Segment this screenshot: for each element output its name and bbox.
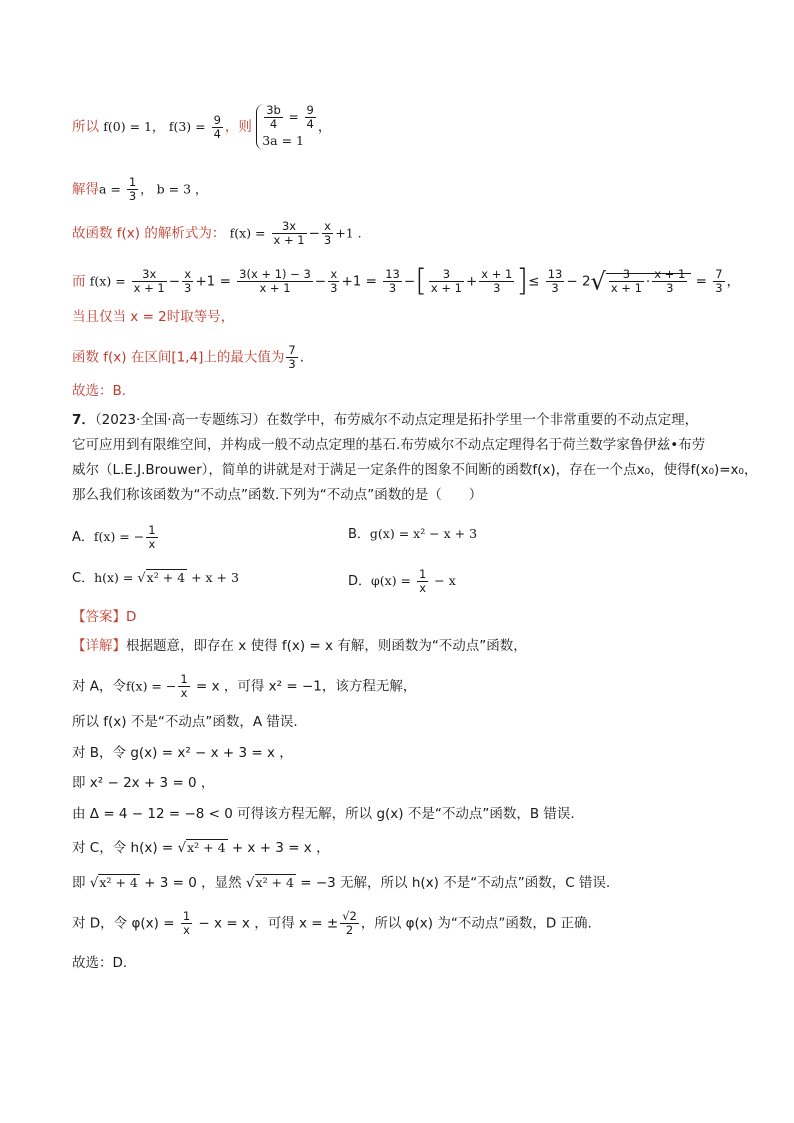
solution-line-2: 解得a = $\frac{1}{3}$ ， b = 3 ， (72, 175, 208, 203)
text: ，则 (224, 119, 252, 135)
equation: f(x) = (229, 225, 270, 241)
equation: f(0) = 1， (103, 119, 165, 134)
fraction: $\frac{9}{4}$ (213, 112, 221, 141)
equation: f(3) = (168, 119, 210, 134)
text: 而 (72, 273, 86, 290)
solution-line-6: 函数 f(x) 在区间[1,4]上的最大值为 $\frac{7}{3}$ . (72, 343, 304, 371)
solution-line-1 (72, 104, 331, 150)
equation: ， b = 3 ， (140, 181, 208, 197)
answer-b-3: 由 Δ = 4 − 12 = −8 < 0 可得该方程无解，所以 g(x) 不是“不动点”函数，B 错误. (72, 806, 575, 822)
answer-detail: 【详解】根据题意，即存在 x 使得 f(x) = x 有解，则函数为“不动点”函数， (72, 638, 527, 654)
question-source: （2023·全国·高一专题练习） (94, 412, 267, 428)
option-c[interactable]: C．h(x) = √x² + 4 + x + 3 (72, 570, 239, 586)
solution-line-4: 而 f(x) = $\frac{3x}{x + 1}$ − $\frac{x}{3}$ +1 = $\frac{3(x + 1) - 3}{x + 1}$ − $\frac{x}{3}$ +1 = $\frac{13}{3}$ −[ $\frac{3}{x + 1}$ + $\frac{x + 1}{3}$ ]≤ $\frac{13}{3}$ − 2√ $\frac{3}{x + 1}$ · $\frac{x + 1}{3}$ = $\frac{7}{3}$ ， (72, 263, 741, 299)
answer-b-1: 对 B，令 g(x) = x² − x + 3 = x ， (72, 745, 293, 761)
answer-label: 【答案】D (72, 609, 137, 625)
answer-b-2: 即 x² − 2x + 3 = 0 ， (72, 775, 215, 791)
answer-end: 故选：D. (72, 955, 128, 971)
text: 解得 (72, 181, 99, 198)
question-number: 7． (72, 412, 95, 428)
equation-system: $\frac{3b}{4}$ = $\frac{9}{4}$ 3a = 1 (256, 104, 318, 150)
option-d[interactable]: D．φ(x) = $\frac{1}{x}$ − x (348, 567, 456, 595)
solution-line-5: 当且仅当 x = 2时取等号， (72, 309, 235, 325)
option-b[interactable]: B．g(x) = x² − x + 3 (348, 526, 478, 542)
question-line-2: 它可应用到有限维空间，并构成一般不动点定理的基石.布劳威尔不动点定理得名于荷兰数学家鲁伊兹•布劳 (72, 437, 706, 453)
question-line-3: 威尔（L.E.J.Brouwer），简单的讲就是对于满足一定条件的图象不间断的函数f(x)，存在一个点x₀，使得f(x₀)=x₀， (72, 462, 758, 478)
answer-a-2: 所以 f(x) 不是“不动点”函数，A 错误. (72, 714, 298, 730)
answer-d-1: 对 D，令 φ(x) = $\frac{1}{x}$ − x = x ，可得 x = ± $\frac{√2}{2}$ ，所以 φ(x) 为“不动点”函数，D 正确. (72, 909, 592, 937)
question-line-1 (72, 410, 698, 430)
answer-a-1: 对 A，令f(x) = − $\frac{1}{x}$ = x ，可得 x² = −1，该方程无解， (72, 672, 417, 700)
solution-line-3: 故函数 f(x) 的解析式为： f(x) = $\frac{3x}{x + 1}$ − $\frac{x}{3}$ +1 . (72, 219, 362, 247)
text: 故函数 f(x) 的解析式为： (72, 225, 226, 242)
text: 所以 (72, 119, 99, 135)
text: ， (317, 119, 332, 135)
answer-c-2: 即 √x² + 4 + 3 = 0 ，显然 √x² + 4 = −3 无解，所以 h(x) 不是“不动点”函数，C 错误. (72, 875, 611, 891)
answer-c-1: 对 C，令 h(x) = √x² + 4 + x + 3 = x ， (72, 840, 330, 856)
question-line-4: 那么我们称该函数为“不动点”函数.下列为“不动点”函数的是（ ） (72, 487, 483, 503)
option-a[interactable]: A．f(x) = − $\frac{1}{x}$ (72, 523, 156, 551)
question-text: 在数学中，布劳威尔不动点定理是拓扑学里一个非常重要的不动点定理， (266, 412, 699, 428)
solution-line-7: 故选：B. (72, 383, 127, 399)
